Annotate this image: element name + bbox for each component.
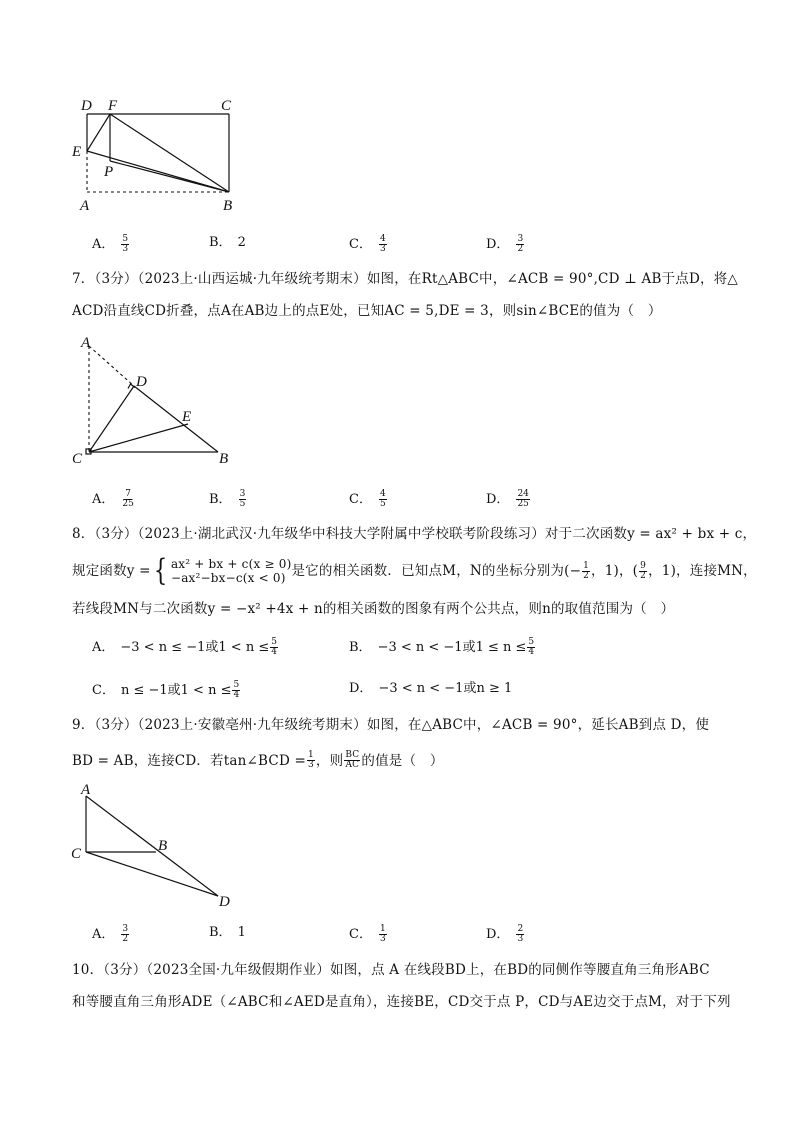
point-m-fraction: $\frac{1}{2}$: [583, 560, 590, 581]
option-fraction: $\frac{4}{5}$: [379, 489, 386, 509]
q7-label-B: B: [219, 451, 229, 467]
option-fraction: $\frac{4}{3}$: [379, 234, 386, 254]
q6-figure: [70, 92, 250, 218]
option-letter: B．: [209, 235, 232, 250]
q7-option-b[interactable]: [209, 490, 247, 509]
option-fraction: $\frac{1}{3}$: [379, 924, 386, 944]
option-fraction: $\frac{5}{4}$: [528, 637, 535, 657]
q9-stem-line1: 9．（3分）（2023上·安徽亳州·九年级统考期末）如图，在△ABC中，∠ACB = 90°，延长AB到点 D，使: [72, 717, 710, 733]
q9-label-A: A: [81, 782, 91, 798]
q6-option-d[interactable]: [486, 235, 525, 254]
q7-label-C: C: [72, 451, 83, 467]
option-letter: B．: [209, 491, 232, 507]
q6-label-B: B: [223, 198, 233, 214]
q6-label-F: F: [108, 98, 118, 114]
option-fraction: $\frac{3}{2}$: [517, 234, 524, 254]
piecewise-function: { ax² + bx + c(x ≥ 0) −ax²−bx−c(x < 0): [153, 553, 292, 588]
option-letter: C．: [349, 236, 372, 252]
option-letter: D．: [486, 926, 510, 942]
q8-option-b[interactable]: B． −3 < n < −1或1 ≤ n ≤ $\frac{5}{4}$: [349, 637, 535, 657]
q9-option-c[interactable]: [349, 925, 388, 944]
option-letter: A．: [92, 926, 115, 942]
q8-stem-line2: 规定函数y = { ax² + bx + c(x ≥ 0) −ax²−bx−c(x < 0) 是它的相关函数．已知点M，N的坐标分别为(− $\frac{1}{2}$ ，1)，( $\frac{9}{2}$ ，1)，连接MN，: [72, 553, 757, 588]
q9-figure: [68, 780, 238, 910]
ratio-fraction: $\frac{BC}{AC}$: [345, 750, 360, 770]
tan-fraction: $\frac{1}{3}$: [307, 750, 314, 770]
q9-stem-line2: BD = AB，连接CD．若tan∠BCD = $\frac{1}{3}$ ，则 $\frac{BC}{AC}$ 的值是（ ）: [72, 750, 444, 770]
q9-option-d[interactable]: [486, 925, 525, 944]
q7-label-A: A: [81, 335, 91, 351]
option-fraction: $\frac{5}{3}$: [122, 234, 129, 254]
option-fraction: $\frac{5}{4}$: [233, 680, 240, 700]
q8-option-a[interactable]: A． −3 < n ≤ −1或1 < n ≤ $\frac{5}{4}$: [92, 637, 277, 657]
q7-option-c[interactable]: [349, 490, 388, 509]
q6-label-C: C: [221, 98, 232, 114]
q6-label-A: A: [80, 198, 90, 214]
option-letter: A．: [92, 236, 115, 252]
q7-stem-line2: ACD沿直线CD折叠，点A在AB边上的点E处，已知AC = 5,DE = 3，则sin∠BCE的值为（ ）: [72, 303, 662, 319]
option-fraction: $\frac{5}{4}$: [271, 637, 277, 657]
option-letter: C．: [349, 926, 372, 942]
option-fraction: $\frac{3}{5}$: [239, 489, 246, 509]
option-fraction: $\frac{3}{2}$: [122, 924, 129, 944]
q6-label-E: E: [72, 144, 82, 160]
point-n-fraction: $\frac{9}{2}$: [640, 560, 647, 581]
q6-option-c[interactable]: [349, 235, 388, 254]
q7-figure: [68, 332, 238, 468]
option-value: 1: [237, 925, 246, 940]
option-value: 2: [237, 235, 246, 250]
q7-option-d[interactable]: [486, 490, 531, 509]
q9-label-C: C: [71, 846, 82, 862]
q9-label-D: D: [219, 894, 230, 910]
q9-option-a[interactable]: [92, 925, 130, 944]
option-letter: B．: [209, 925, 232, 940]
q7-label-E: E: [182, 409, 192, 425]
q6-option-a[interactable]: [92, 235, 130, 254]
q8-stem-line1: 8．（3分）（2023上·湖北武汉·九年级华中科技大学附属中学校联考阶段练习）对于二次函数y = ax² + bx + c，: [72, 526, 757, 542]
option-fraction: $\frac{7}{25}$: [122, 489, 134, 509]
q6-label-D: D: [81, 98, 92, 114]
q7-stem-line1: 7．（3分）（2023上·山西运城·九年级统考期末）如图，在Rt△ABC中，∠ACB = 90°,CD ⊥ AB于点D，将△: [72, 271, 738, 287]
option-letter: A．: [92, 491, 115, 507]
q10-stem-line1: 10．（3分）（2023全国·九年级假期作业）如图，点 A 在线段BD上，在BD的同侧作等腰直角三角形ABC: [72, 962, 710, 978]
q8-option-c[interactable]: C． n ≤ −1或1 < n ≤ $\frac{5}{4}$: [92, 680, 240, 700]
option-fraction: $\frac{2}{3}$: [517, 924, 524, 944]
q6-option-b[interactable]: [209, 235, 246, 251]
option-letter: C．: [349, 491, 372, 507]
option-letter: D．: [486, 236, 510, 252]
q7-label-D: D: [136, 374, 147, 390]
q9-label-B: B: [158, 838, 168, 854]
option-letter: D．: [486, 491, 510, 507]
q7-option-a[interactable]: [92, 490, 136, 509]
q9-option-b[interactable]: [209, 925, 246, 941]
q8-stem-line3: 若线段MN与二次函数y = −x² +4x + n的相关函数的图象有两个公共点，则n的取值范围为（ ）: [72, 601, 675, 617]
q10-stem-line2: 和等腰直角三角形ADE（∠ABC和∠AED是直角），连接BE，CD交于点 P，CD与AE边交于点M，对于下列: [72, 994, 731, 1010]
option-fraction: $\frac{24}{25}$: [517, 489, 529, 509]
q8-option-d[interactable]: D． −3 < n < −1或n ≥ 1: [349, 681, 513, 696]
q6-label-P: P: [104, 164, 114, 180]
